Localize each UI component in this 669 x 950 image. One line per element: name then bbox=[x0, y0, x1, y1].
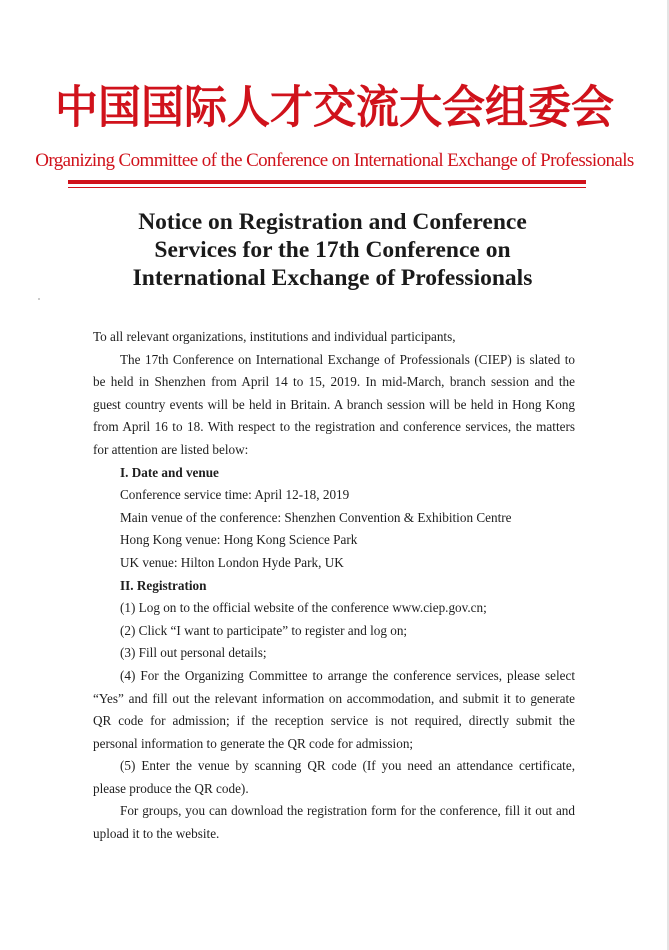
venue-item-hong-kong: Hong Kong venue: Hong Kong Science Park bbox=[120, 532, 358, 548]
notice-title-line-2: Services for the 17th Conference on bbox=[154, 237, 511, 263]
registration-step-3: (3) Fill out personal details; bbox=[120, 645, 267, 661]
notice-title-line-1: Notice on Registration and Conference bbox=[138, 209, 527, 235]
scan-speck bbox=[38, 298, 40, 300]
venue-item-main-venue: Main venue of the conference: Shenzhen Convention & Exhibition Centre bbox=[120, 509, 512, 525]
venue-item-service-time: Conference service time: April 12-18, 2019 bbox=[120, 487, 350, 503]
registration-step-2: (2) Click “I want to participate” to register and log on; bbox=[120, 622, 408, 638]
letterhead-rule-thick bbox=[68, 180, 586, 184]
notice-title bbox=[60, 208, 605, 292]
english-organization-name: Organizing Committee of the Conference on International Exchange of Professionals bbox=[35, 150, 634, 171]
registration-step-1: (1) Log on to the official website of the conference www.ciep.gov.cn; bbox=[120, 600, 487, 616]
notice-body bbox=[93, 326, 575, 846]
chinese-letterhead-title: 中国国际人才交流大会组委会 bbox=[55, 81, 614, 135]
venue-item-uk: UK venue: Hilton London Hyde Park, UK bbox=[120, 554, 344, 570]
section-heading-date-venue: I. Date and venue bbox=[120, 464, 219, 480]
groups-note: For groups, you can download the registration form for the conference, fill it out and upload it to the website. bbox=[93, 803, 575, 842]
registration-step-5: (5) Enter the venue by scanning QR code (If you need an attendance certificate, please produce the QR code). bbox=[93, 758, 575, 796]
notice-title-line-3: International Exchange of Professionals bbox=[132, 265, 533, 291]
registration-step-4: (4) For the Organizing Committee to arrange the conference services, please select “Yes” and fill out the relevant information on accommodation, and submit it to generate QR code for admission; if the reception service is not required, directly submit the personal information to generate the QR code for admission; bbox=[93, 667, 575, 751]
intro-paragraph: The 17th Conference on International Exchange of Professionals (CIEP) is slated to be held in Shenzhen from April 14 to 15, 2019. In mid-March, branch session and the guest country events will be held in Britain. A branch session will be held in Hong Kong from April 16 to 18. With respect to the registration and conference services, the matters for attention are listed below: bbox=[93, 351, 575, 457]
section-heading-registration: II. Registration bbox=[120, 577, 207, 593]
salutation: To all relevant organizations, institutions and individual participants, bbox=[93, 329, 456, 344]
letterhead-rule-thin bbox=[68, 187, 586, 188]
